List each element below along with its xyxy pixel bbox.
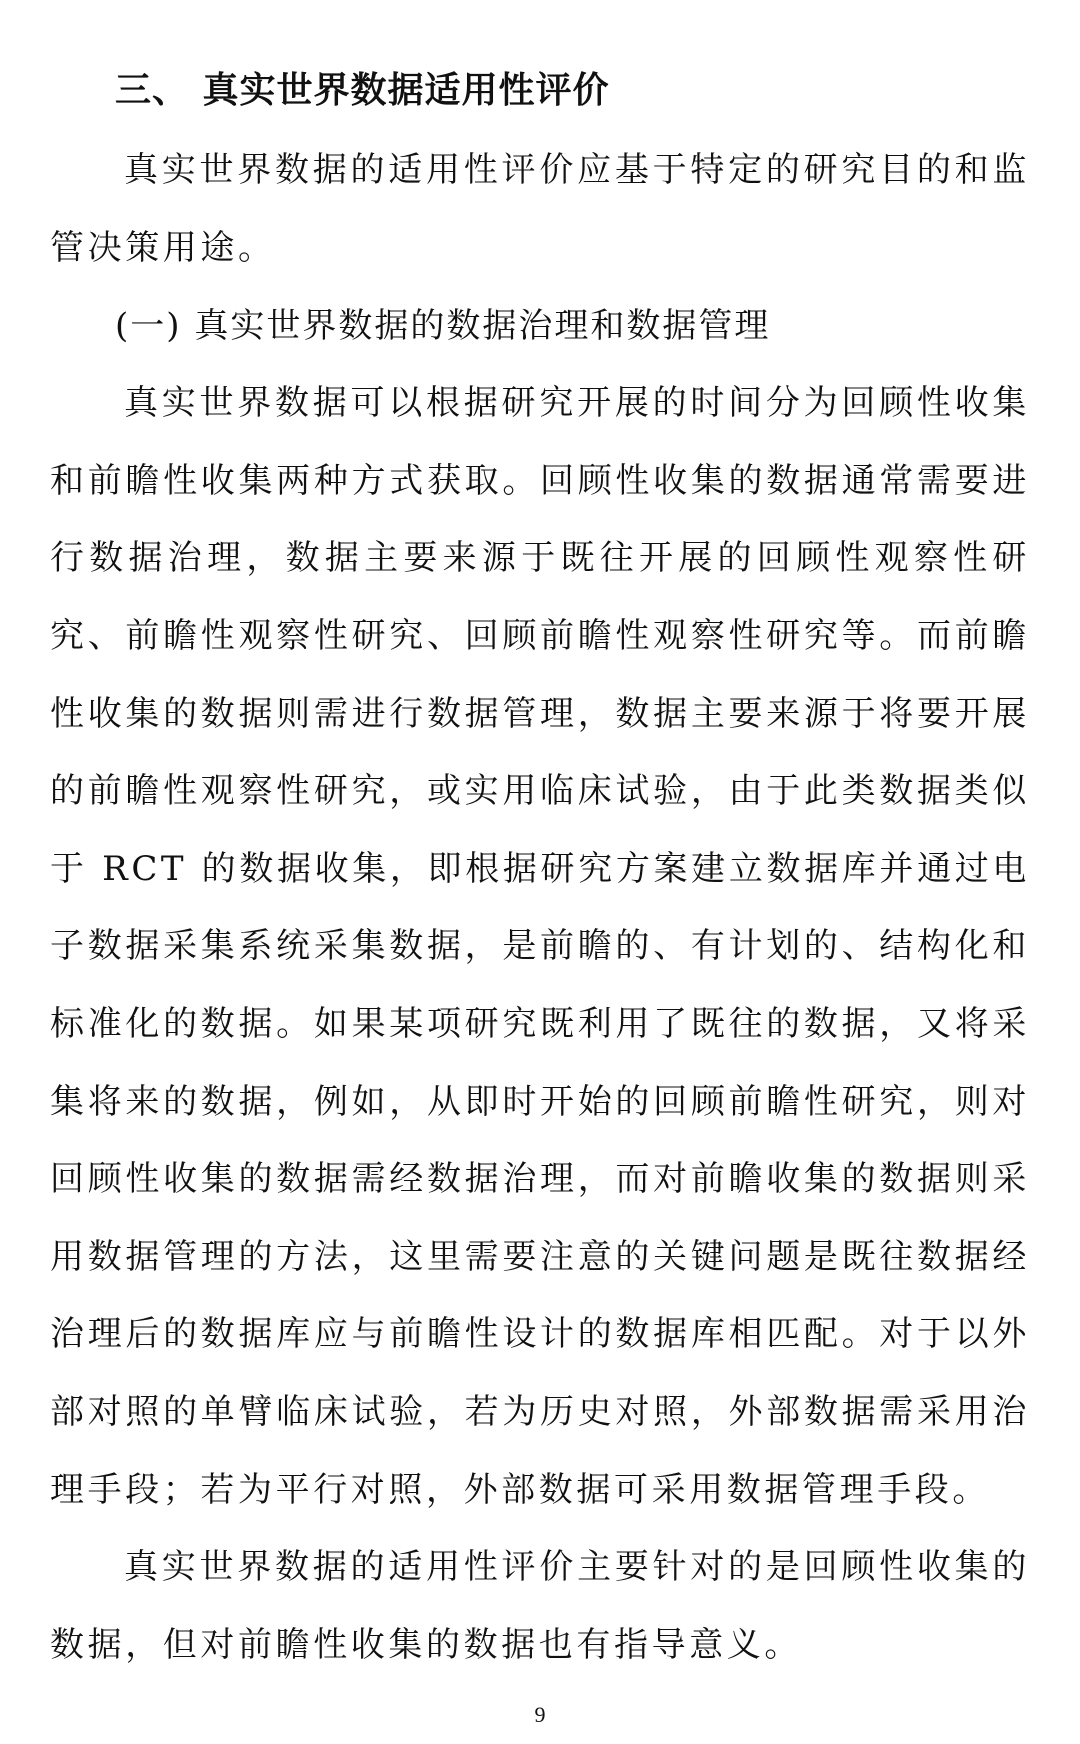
subsection-heading: (一) 真实世界数据的数据治理和数据管理: [115, 306, 771, 347]
section-intro-paragraph: 真实世界数据的适用性评价应基于特定的研究目的和监管决策用途。: [50, 150, 1030, 268]
document-page: [50, 62, 1030, 1684]
body-paragraph-1: 真实世界数据可以根据研究开展的时间分为回顾性收集和前瞻性收集两种方式获取。回顾性收集的数据通常需要进行数据治理，数据主要来源于既往开展的回顾性观察性研究、前瞻性观察性研究、回顾前瞻性观察性研究等。而前瞻性收集的数据则需进行数据管理，数据主要来源于将要开展的前瞻性观察性研究，或实用临床试验，由于此类数据类似于 RCT 的数据收集，即根据研究方案建立数据库并通过电子数据采集系统采集数据，是前瞻的、有计划的、结构化和标准化的数据。如果某项研究既利用了既往的数据，又将采集将来的数据，例如，从即时开始的回顾前瞻性研究，则对回顾性收集的数据需经数据治理，而对前瞻收集的数据则采用数据管理的方法，这里需要注意的关键问题是既往数据经治理后的数据库应与前瞻性设计的数据库相匹配。对于以外部对照的单臂临床试验，若为历史对照，外部数据需采用治理手段；若为平行对照，外部数据可采用数据管理手段。: [50, 383, 1030, 1510]
section-heading: 三、 真实世界数据适用性评价: [115, 70, 610, 111]
page-number: 9: [534, 1702, 546, 1727]
body-paragraph-2: 真实世界数据的适用性评价主要针对的是回顾性收集的数据，但对前瞻性收集的数据也有指导意义。: [50, 1547, 1030, 1665]
